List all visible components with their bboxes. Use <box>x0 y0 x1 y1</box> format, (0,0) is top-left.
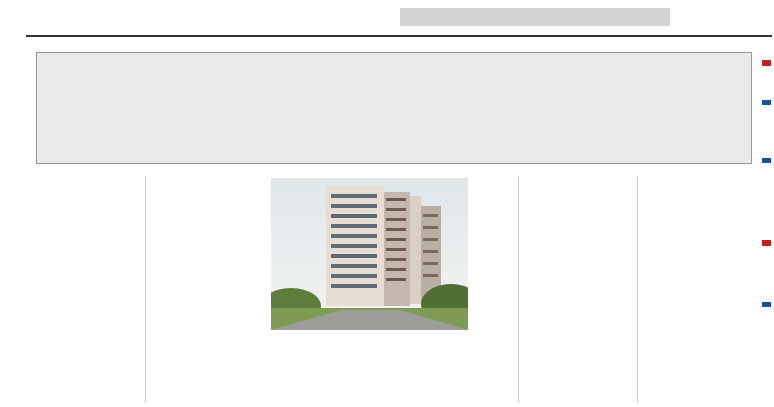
section-label <box>400 8 670 26</box>
building-photo <box>271 178 468 330</box>
article-column-5 <box>642 176 754 403</box>
adjacent-page-edge <box>760 40 774 403</box>
column-divider <box>145 176 146 403</box>
page-header <box>0 0 774 36</box>
photo-adjacent-text <box>271 333 468 403</box>
column-divider <box>637 176 638 403</box>
article-column-4 <box>523 176 633 403</box>
article-column-1 <box>33 176 141 403</box>
header-rule <box>26 35 772 37</box>
apartment-building-image <box>271 178 468 330</box>
article-column-3-narrow <box>471 176 513 403</box>
article-column-2 <box>150 176 265 403</box>
headline-box <box>36 52 752 164</box>
column-divider <box>518 176 519 403</box>
